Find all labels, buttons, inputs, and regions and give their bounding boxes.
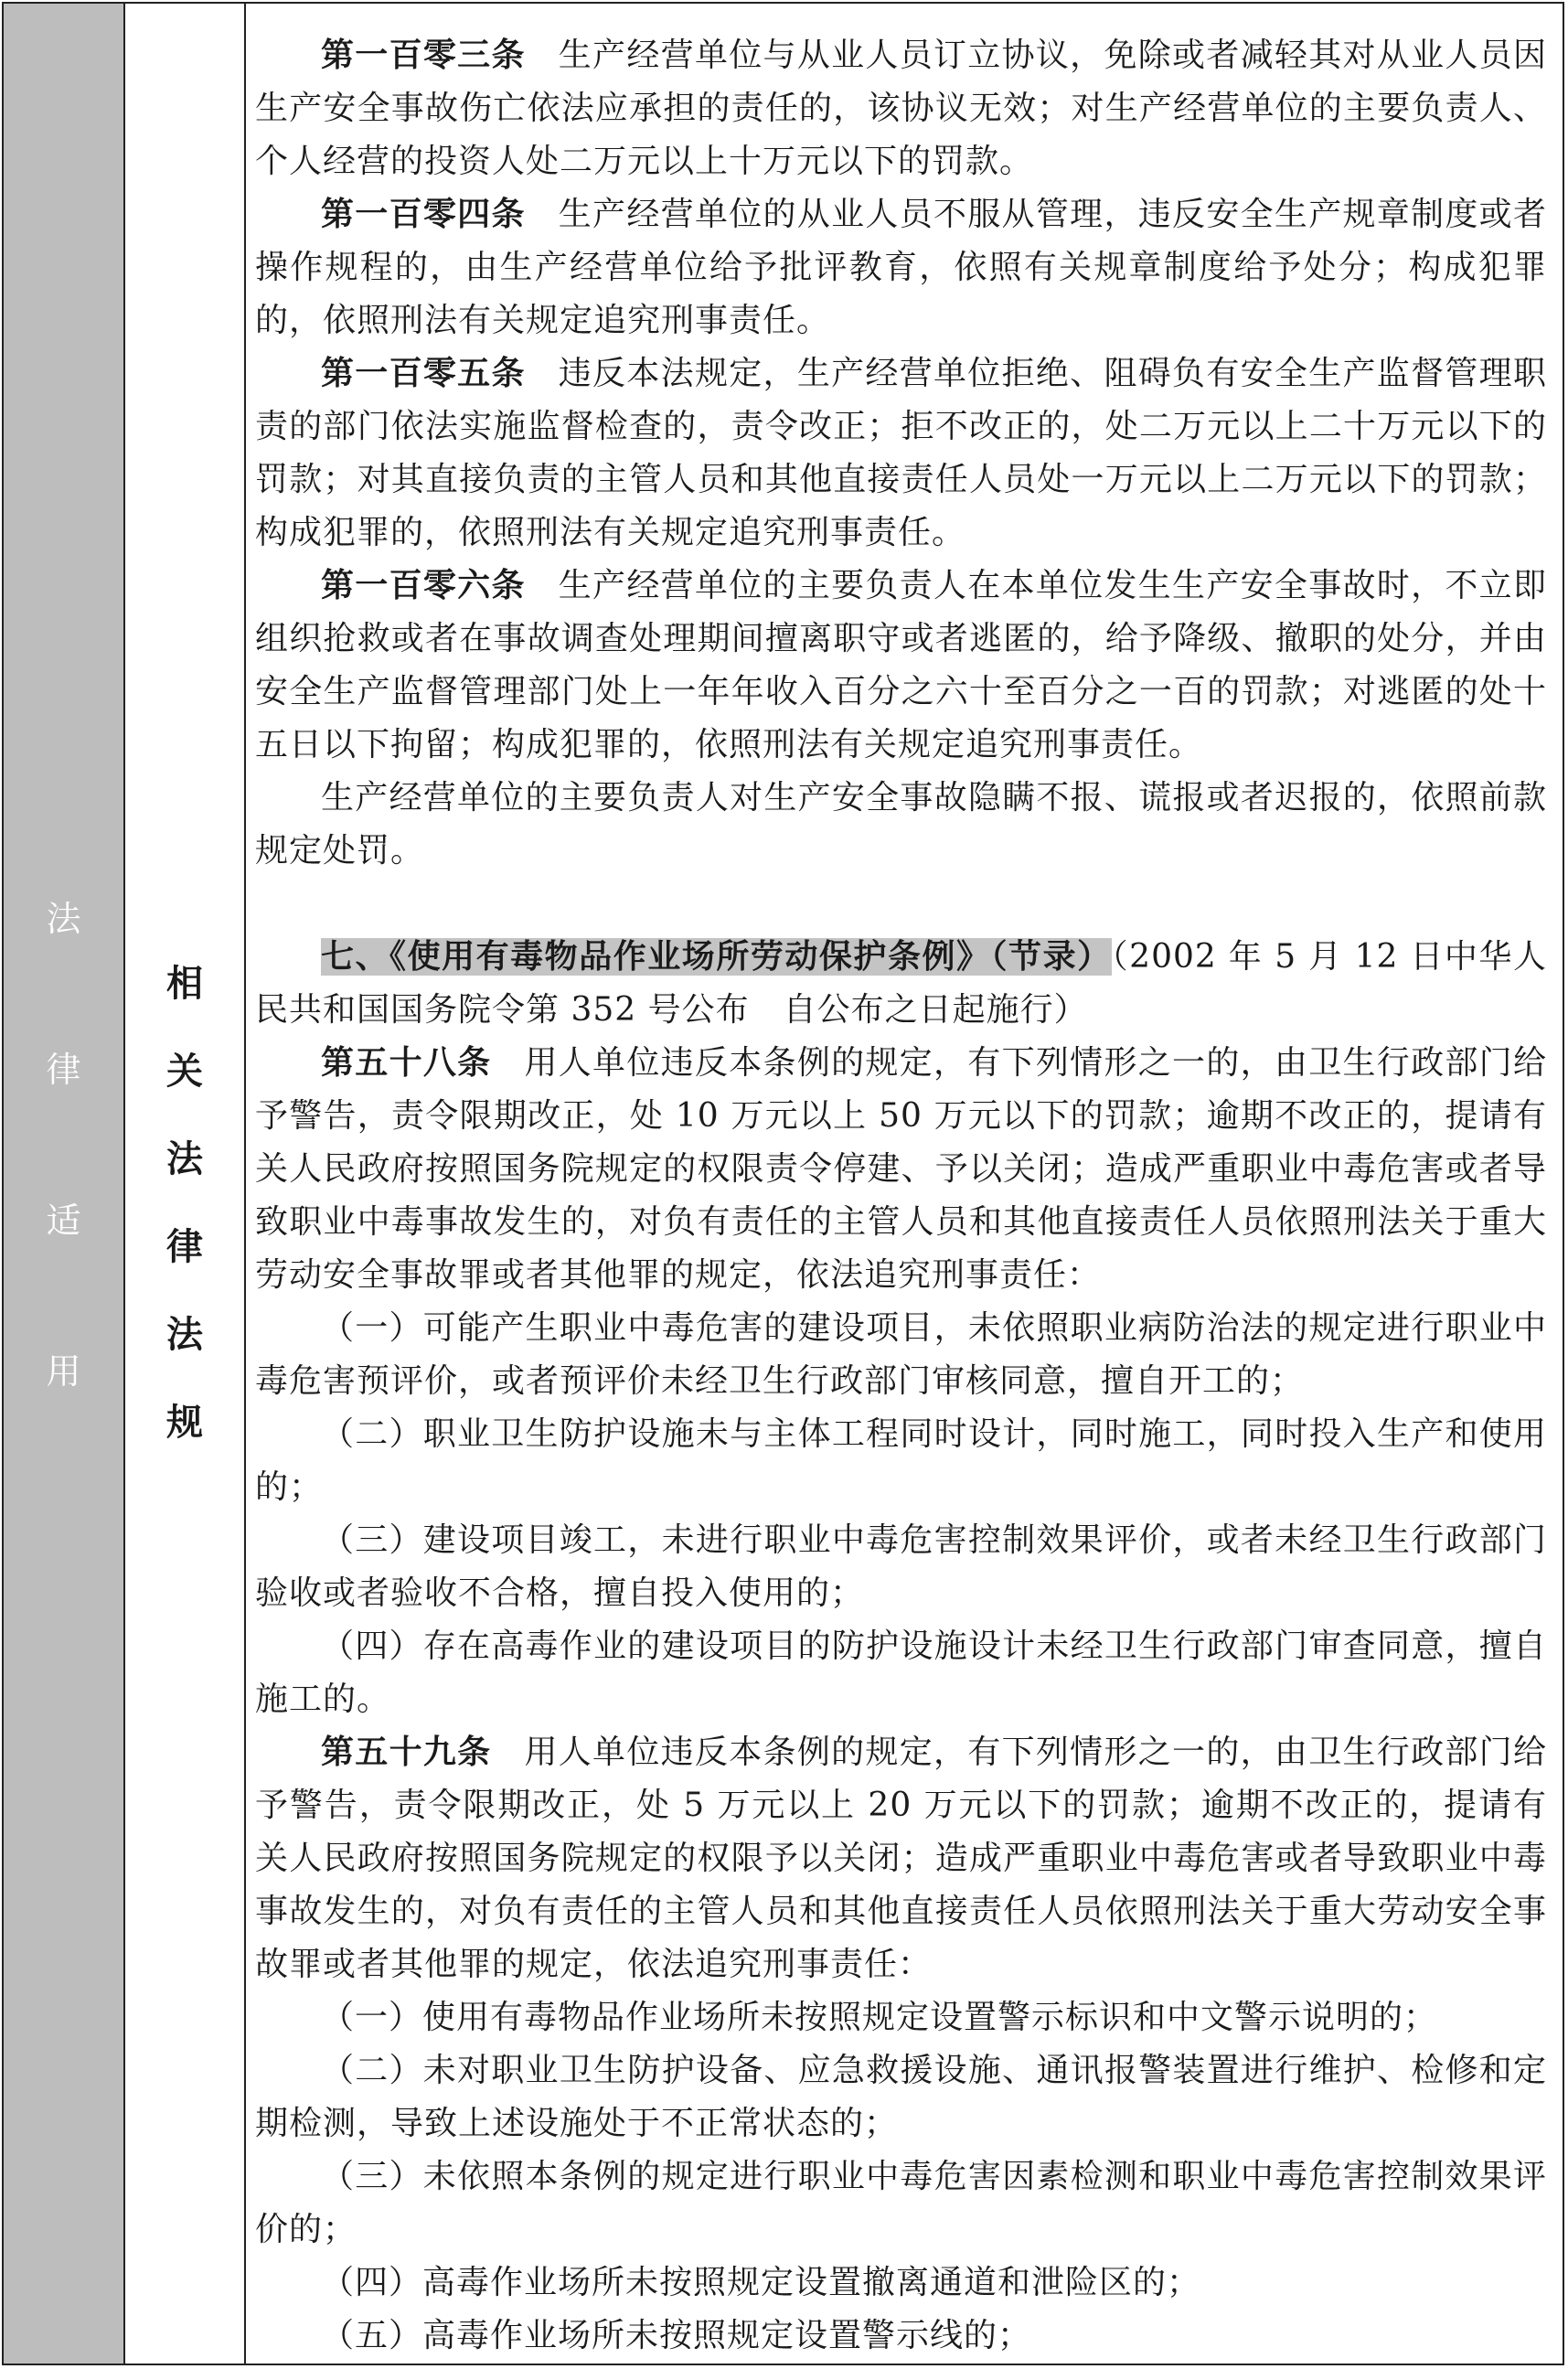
category-char: 用 [46,1351,81,1392]
category-char: 法 [46,899,81,939]
list-item [255,1620,1547,1726]
category-char: 律 [46,1050,81,1090]
subcategory-label [125,955,244,1481]
article-text: 生产经营单位的主要负责人对生产安全事故隐瞒不报、谎报或者迟报的，依照前款规定处罚。 [255,779,1547,870]
paragraph [255,560,1547,772]
article-text: 违反本法规定，生产经营单位拒绝、阻碍负有安全生产监督管理职责的部门依法实施监督检查的，责令改正；拒不改正的，处二万元以上二十万元以下的罚款；对其直接负责的主管人员和其他直接责任人员处一万元以上二万元以下的罚款；构成犯罪的，依照刑法有关规定追究刑事责任。 [255,355,1547,551]
section-heading: 七、《使用有毒物品作业场所劳动保护条例》（节录） [321,938,1112,976]
list-item [255,2310,1547,2363]
category-column [4,4,125,2364]
article-text: （一）使用有毒物品作业场所未按照规定设置警示标识和中文警示说明的； [321,1999,1438,2036]
section-note: （2002 年 5 月 12 日中华人民共和国国务院令第 352 号公布 自公布之日起施行） [255,938,1547,1029]
article-text: （三）未依照本条例的规定进行职业中毒危害因素检测和职业中毒危害控制效果评价的； [255,2158,1547,2248]
article-text: （三）建设项目竣工，未进行职业中毒危害控制效果评价，或者未经卫生行政部门验收或者验收不合格，擅自投入使用的； [255,1521,1547,1612]
list-item [255,1302,1547,1408]
page-frame [2,2,1564,2365]
list-item [255,2150,1547,2257]
paragraph [255,1037,1547,1302]
category-label [4,891,123,1494]
subcategory-char: 律 [166,1226,203,1268]
article-text: 用人单位违反本条例的规定，有下列情形之一的，由卫生行政部门给予警告，责令限期改正，处 5 万元以上 20 万元以下的罚款；逾期不改正的，提请有关人民政府按照国务院规定的权限予以关闭；造成严重职业中毒危害或者导致职业中毒事故发生的，对负有责任的主管人员和其他直接责任人员依照刑法关于重大劳动安全事故罪或者其他罪的规定，依法追究刑事责任： [255,1734,1547,1983]
list-item [255,1514,1547,1620]
list-item [255,2044,1547,2150]
article-text: 用人单位违反本条例的规定，有下列情形之一的，由卫生行政部门给予警告，责令限期改正，处 10 万元以上 50 万元以下的罚款；逾期不改正的，提请有关人民政府按照国务院规定的权限责令停建、予以关闭；造成严重职业中毒危害或者导致职业中毒事故发生的，对负有责任的主管人员和其他直接责任人员依照刑法关于重大劳动安全事故罪或者其他罪的规定，依法追究刑事责任： [255,1044,1547,1294]
article-number: 第五十九条 [321,1734,492,1771]
article-text: 生产经营单位与从业人员订立协议，免除或者减轻其对从业人员因生产安全事故伤亡依法应承担的责任的，该协议无效；对生产经营单位的主要负责人、个人经营的投资人处二万元以上十万元以下的罚款。 [255,37,1547,180]
subcategory-char: 相 [166,963,203,1005]
article-text: （四）存在高毒作业的建设项目的防护设施设计未经卫生行政部门审查同意，擅自施工的。 [255,1627,1547,1718]
article-text: （五）高毒作业场所未按照规定设置警示线的； [321,2317,1032,2354]
subcategory-column [125,4,246,2364]
article-text: （二）职业卫生防护设施未与主体工程同时设计，同时施工，同时投入生产和使用的； [255,1415,1547,1506]
paragraph [255,1726,1547,1991]
article-number: 第一百零五条 [321,355,526,392]
article-number: 第五十八条 [321,1044,492,1082]
article-text: （二）未对职业卫生防护设备、应急救援设施、通讯报警装置进行维护、检修和定期检测，导致上述设施处于不正常状态的； [255,2052,1547,2142]
subcategory-char: 法 [166,1314,203,1356]
law-text [255,29,1547,2363]
paragraph [255,188,1547,347]
category-char: 适 [46,1201,81,1241]
article-text: （一）可能产生职业中毒危害的建设项目，未依照职业病防治法的规定进行职业中毒危害预评价，或者预评价未经卫生行政部门审核同意，擅自开工的； [255,1309,1547,1400]
paragraph [255,772,1547,878]
article-text: 生产经营单位的从业人员不服从管理，违反安全生产规章制度或者操作规程的，由生产经营单位给予批评教育，依照有关规章制度给予处分；构成犯罪的，依照刑法有关规定追究刑事责任。 [255,196,1547,339]
subcategory-char: 规 [166,1402,203,1444]
article-number: 第一百零六条 [321,567,526,604]
section-heading-line [255,931,1547,1037]
paragraph [255,347,1547,560]
subcategory-char: 关 [166,1051,203,1093]
article-text: 生产经营单位的主要负责人在本单位发生生产安全事故时，不立即组织抢救或者在事故调查处理期间擅离职守或者逃匿的，给予降级、撤职的处分，并由安全生产监督管理部门处上一年年收入百分之六十至百分之一百的罚款；对逃匿的处十五日以下拘留；构成犯罪的，依照刑法有关规定追究刑事责任。 [255,567,1547,763]
list-item [255,2257,1547,2310]
article-number: 第一百零三条 [321,37,526,74]
list-item [255,1408,1547,1514]
article-number: 第一百零四条 [321,196,526,233]
paragraph [255,29,1547,188]
subcategory-char: 法 [166,1138,203,1180]
article-text: （四）高毒作业场所未按照规定设置撤离通道和泄险区的； [321,2264,1201,2301]
list-item [255,1991,1547,2044]
